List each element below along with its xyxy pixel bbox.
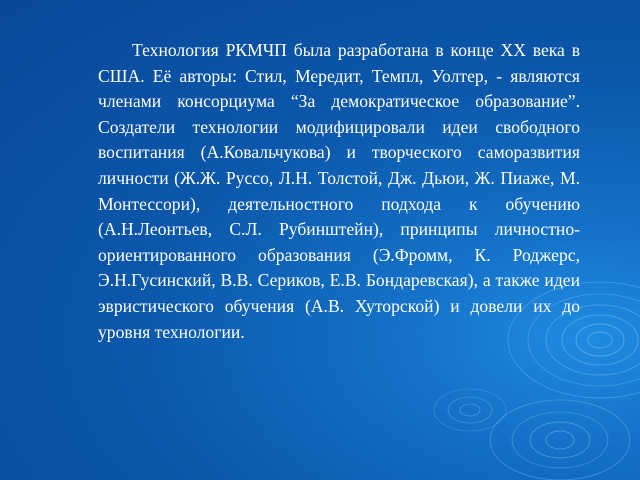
body-paragraph: Технология РКМЧП была разработана в конце XX века в США. Её авторы: Стил, Мередит, Темпл, Уолтер, - являются членами консорциума “За демократическое образование”. Создатели технологии модифицировали идеи свободного воспитания (А.Ковальчукова) и творческого саморазвития личности (Ж.Ж. Руссо, Л.Н. Толстой, Дж. Дьюи, Ж. Пиаже, М. Монтессори), деятельностного подхода к обучению (А.Н.Леонтьев, С.Л. Рубинштейн), принципы личностно-ориентированного образования (Э.Фромм, К. Роджерс, Э.Н.Гусинский, В.В. Сериков, Е.В. Бондаревская), а также идеи эвристического обучения (А.В. Хуторской) и довели их до уровня технологии. (98, 40, 580, 342)
